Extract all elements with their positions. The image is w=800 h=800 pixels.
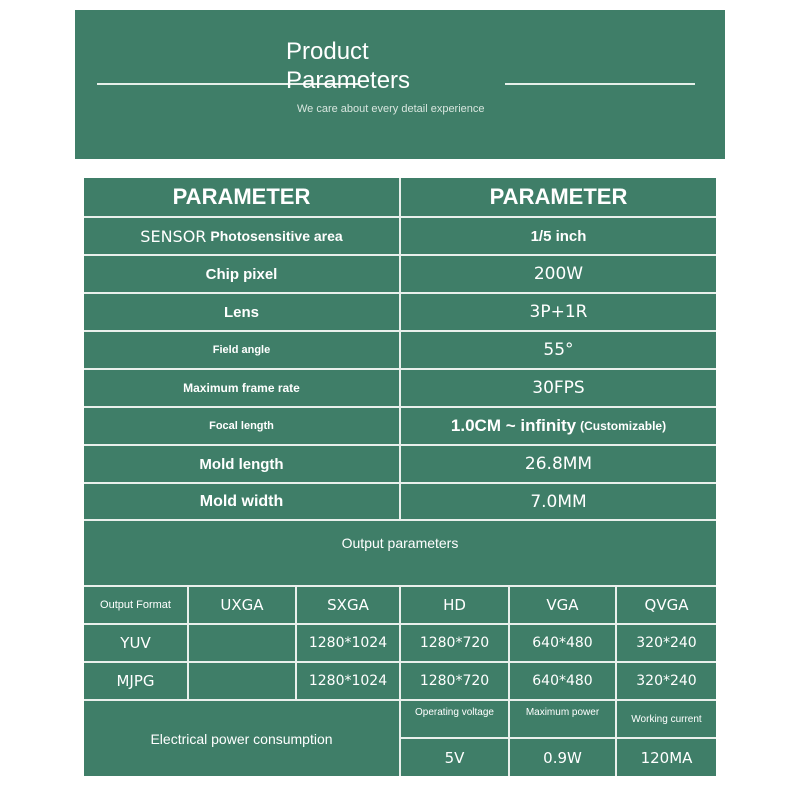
header-banner bbox=[75, 10, 725, 159]
column-header-left: PARAMETER bbox=[172, 184, 311, 209]
header-divider-right bbox=[505, 83, 695, 85]
row-label-mold-width: Mold width bbox=[199, 492, 284, 510]
column-header-right: PARAMETER bbox=[489, 184, 628, 209]
row-value-sensor: 1/5 inch bbox=[530, 227, 587, 245]
title-line-1: Product bbox=[286, 38, 369, 65]
row-label-lens: Lens bbox=[223, 303, 259, 321]
row-label-mold-length: Mold length bbox=[199, 455, 284, 473]
sensor-label: Photosensitive area bbox=[210, 228, 343, 244]
power-value-max-power: 0.9W bbox=[543, 748, 582, 767]
page-subtitle: We care about every detail experience bbox=[297, 103, 485, 115]
row-value-mold-length: 26.8MM bbox=[524, 454, 593, 474]
row-value-lens: 3P+1R bbox=[529, 302, 588, 322]
output-parameters-title: Output parameters bbox=[341, 535, 459, 551]
output-header-uxga: UXGA bbox=[220, 596, 264, 614]
focal-length-value: 1.0CM ~ infinity bbox=[450, 416, 577, 435]
output-row-mjpg-qvga: 320*240 bbox=[636, 673, 697, 689]
output-row-yuv-hd: 1280*720 bbox=[419, 635, 490, 651]
row-value-max-frame-rate: 30FPS bbox=[532, 378, 585, 398]
row-label-chip-pixel: Chip pixel bbox=[205, 265, 278, 283]
page-title bbox=[286, 37, 410, 95]
power-consumption-label: Electrical power consumption bbox=[150, 730, 333, 747]
output-row-yuv-qvga: 320*240 bbox=[636, 635, 697, 651]
output-row-mjpg-uxga bbox=[189, 663, 295, 699]
power-header-voltage: Operating voltage bbox=[415, 707, 494, 718]
row-label-focal-length: Focal length bbox=[209, 420, 274, 432]
row-value-mold-width: 7.0MM bbox=[530, 491, 587, 512]
output-header-format: Output Format bbox=[100, 599, 171, 611]
output-row-yuv-vga: 640*480 bbox=[532, 635, 593, 651]
title-line-2: Parameters bbox=[286, 67, 411, 94]
sensor-prefix: SENSOR bbox=[140, 226, 207, 246]
power-header-max-power: Maximum power bbox=[525, 707, 600, 718]
row-value-focal-length bbox=[401, 408, 716, 444]
row-label-sensor bbox=[84, 218, 399, 254]
power-value-current: 120MA bbox=[640, 748, 693, 767]
row-value-chip-pixel: 200W bbox=[533, 264, 584, 284]
output-header-qvga: QVGA bbox=[644, 596, 689, 614]
focal-length-note: (Customizable) bbox=[580, 419, 667, 433]
output-row-mjpg-hd: 1280*720 bbox=[419, 673, 490, 689]
output-row-yuv-sxga: 1280*1024 bbox=[308, 635, 388, 651]
output-row-mjpg-format: MJPG bbox=[116, 672, 155, 690]
output-header-sxga: SXGA bbox=[327, 596, 369, 614]
output-header-hd: HD bbox=[443, 596, 466, 614]
row-label-max-frame-rate: Maximum frame rate bbox=[183, 381, 300, 395]
output-row-mjpg-sxga: 1280*1024 bbox=[308, 673, 388, 689]
row-value-field-angle: 55° bbox=[543, 340, 574, 360]
output-row-mjpg-vga: 640*480 bbox=[532, 673, 593, 689]
power-header-current: Working current bbox=[631, 713, 702, 725]
power-value-voltage: 5V bbox=[444, 748, 465, 767]
output-row-yuv-uxga bbox=[189, 625, 295, 661]
output-header-vga: VGA bbox=[546, 596, 579, 614]
output-row-yuv-format: YUV bbox=[120, 634, 151, 652]
row-label-field-angle: Field angle bbox=[212, 344, 271, 356]
parameters-table bbox=[84, 178, 716, 776]
